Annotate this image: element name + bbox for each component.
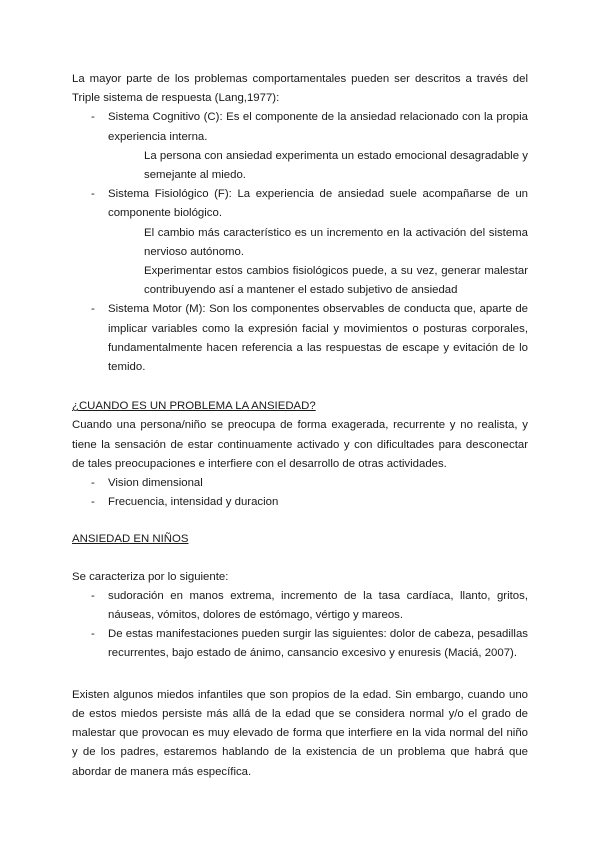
- children-lead: Se caracteriza por lo siguiente:: [72, 570, 229, 583]
- list-item-text: Sistema Cognitivo (C): Es el componente de la ansiedad relacionado con la propia experiencia interna.: [108, 111, 528, 143]
- bullet-dash: -: [91, 477, 95, 490]
- list-item-text: Sistema Fisiológico (F): La experiencia de ansiedad suele acompañarse de un componente biológico.: [108, 188, 528, 220]
- sub-paragraph: La persona con ansiedad experimenta un estado emocional desagradable y semejante al miedo.: [144, 149, 528, 182]
- list-item: [72, 474, 528, 493]
- list-item: [72, 493, 528, 512]
- list-item: [72, 625, 528, 663]
- list-item-text: Sistema Motor (M): Son los componentes observables de conducta que, aparte de implicar variables como la expresión facial y movimientos o posturas corporales, fundamentalmente hacen referencia a las respuestas de escape y evitación de lo temido.: [108, 303, 528, 374]
- bullet-dash: -: [91, 188, 95, 201]
- list-item-motor: [72, 300, 528, 377]
- bullet-dash: -: [91, 303, 95, 316]
- section-heading-problem: ¿CUANDO ES UN PROBLEMA LA ANSIEDAD?: [72, 400, 316, 413]
- closing-paragraph: Existen algunos miedos infantiles que son propios de la edad. Sin embargo, cuando uno de estos miedos persiste más allá de la edad que se considera normal y/o el grado de malestar que provocan es muy elevado de forma que interfiere en la vida normal del niño y de los padres, estaremos hablando de la existencia de un problema que habrá que abordar de manera más específica.: [72, 688, 528, 778]
- intro-paragraph: La mayor parte de los problemas comportamentales pueden ser descritos a través del Triple sistema de respuesta (Lang,1977):: [72, 73, 528, 105]
- list-item-text: Frecuencia, intensidad y duracion: [108, 496, 279, 509]
- section-heading-children: ANSIEDAD EN NIÑOS: [72, 533, 189, 546]
- list-item-text: sudoración en manos extrema, incremento de la tasa cardíaca, llanto, gritos, náuseas, vómitos, dolores de estómago, vértigo y mareos.: [108, 589, 528, 622]
- list-item-cognitive: [72, 108, 528, 146]
- bullet-dash: -: [91, 111, 95, 124]
- bullet-dash: -: [91, 496, 95, 509]
- list-item-physiological: [72, 185, 528, 223]
- list-item-text: De estas manifestaciones pueden surgir las siguientes: dolor de cabeza, pesadillas recurrentes, bajo estado de ánimo, cansancio excesivo y enuresis (Maciá, 2007).: [108, 628, 528, 660]
- document-page: [72, 70, 528, 782]
- problem-paragraph: Cuando una persona/niño se preocupa de forma exagerada, recurrente y no realista, y tiene la sensación de estar continuamente activado y con dificultades para desconectar de tales preocupaciones e interfiere con el desarrollo de otras actividades.: [72, 419, 528, 470]
- list-item: [72, 587, 528, 625]
- bullet-dash: -: [91, 628, 95, 641]
- sub-paragraph: El cambio más característico es un incremento en la activación del sistema nervioso autónomo.: [144, 226, 528, 258]
- list-item-text: Vision dimensional: [108, 477, 203, 490]
- sub-paragraph: Experimentar estos cambios fisiológicos puede, a su vez, generar malestar contribuyendo así a mantener el estado subjetivo de ansiedad: [144, 265, 528, 297]
- bullet-dash: -: [91, 589, 95, 602]
